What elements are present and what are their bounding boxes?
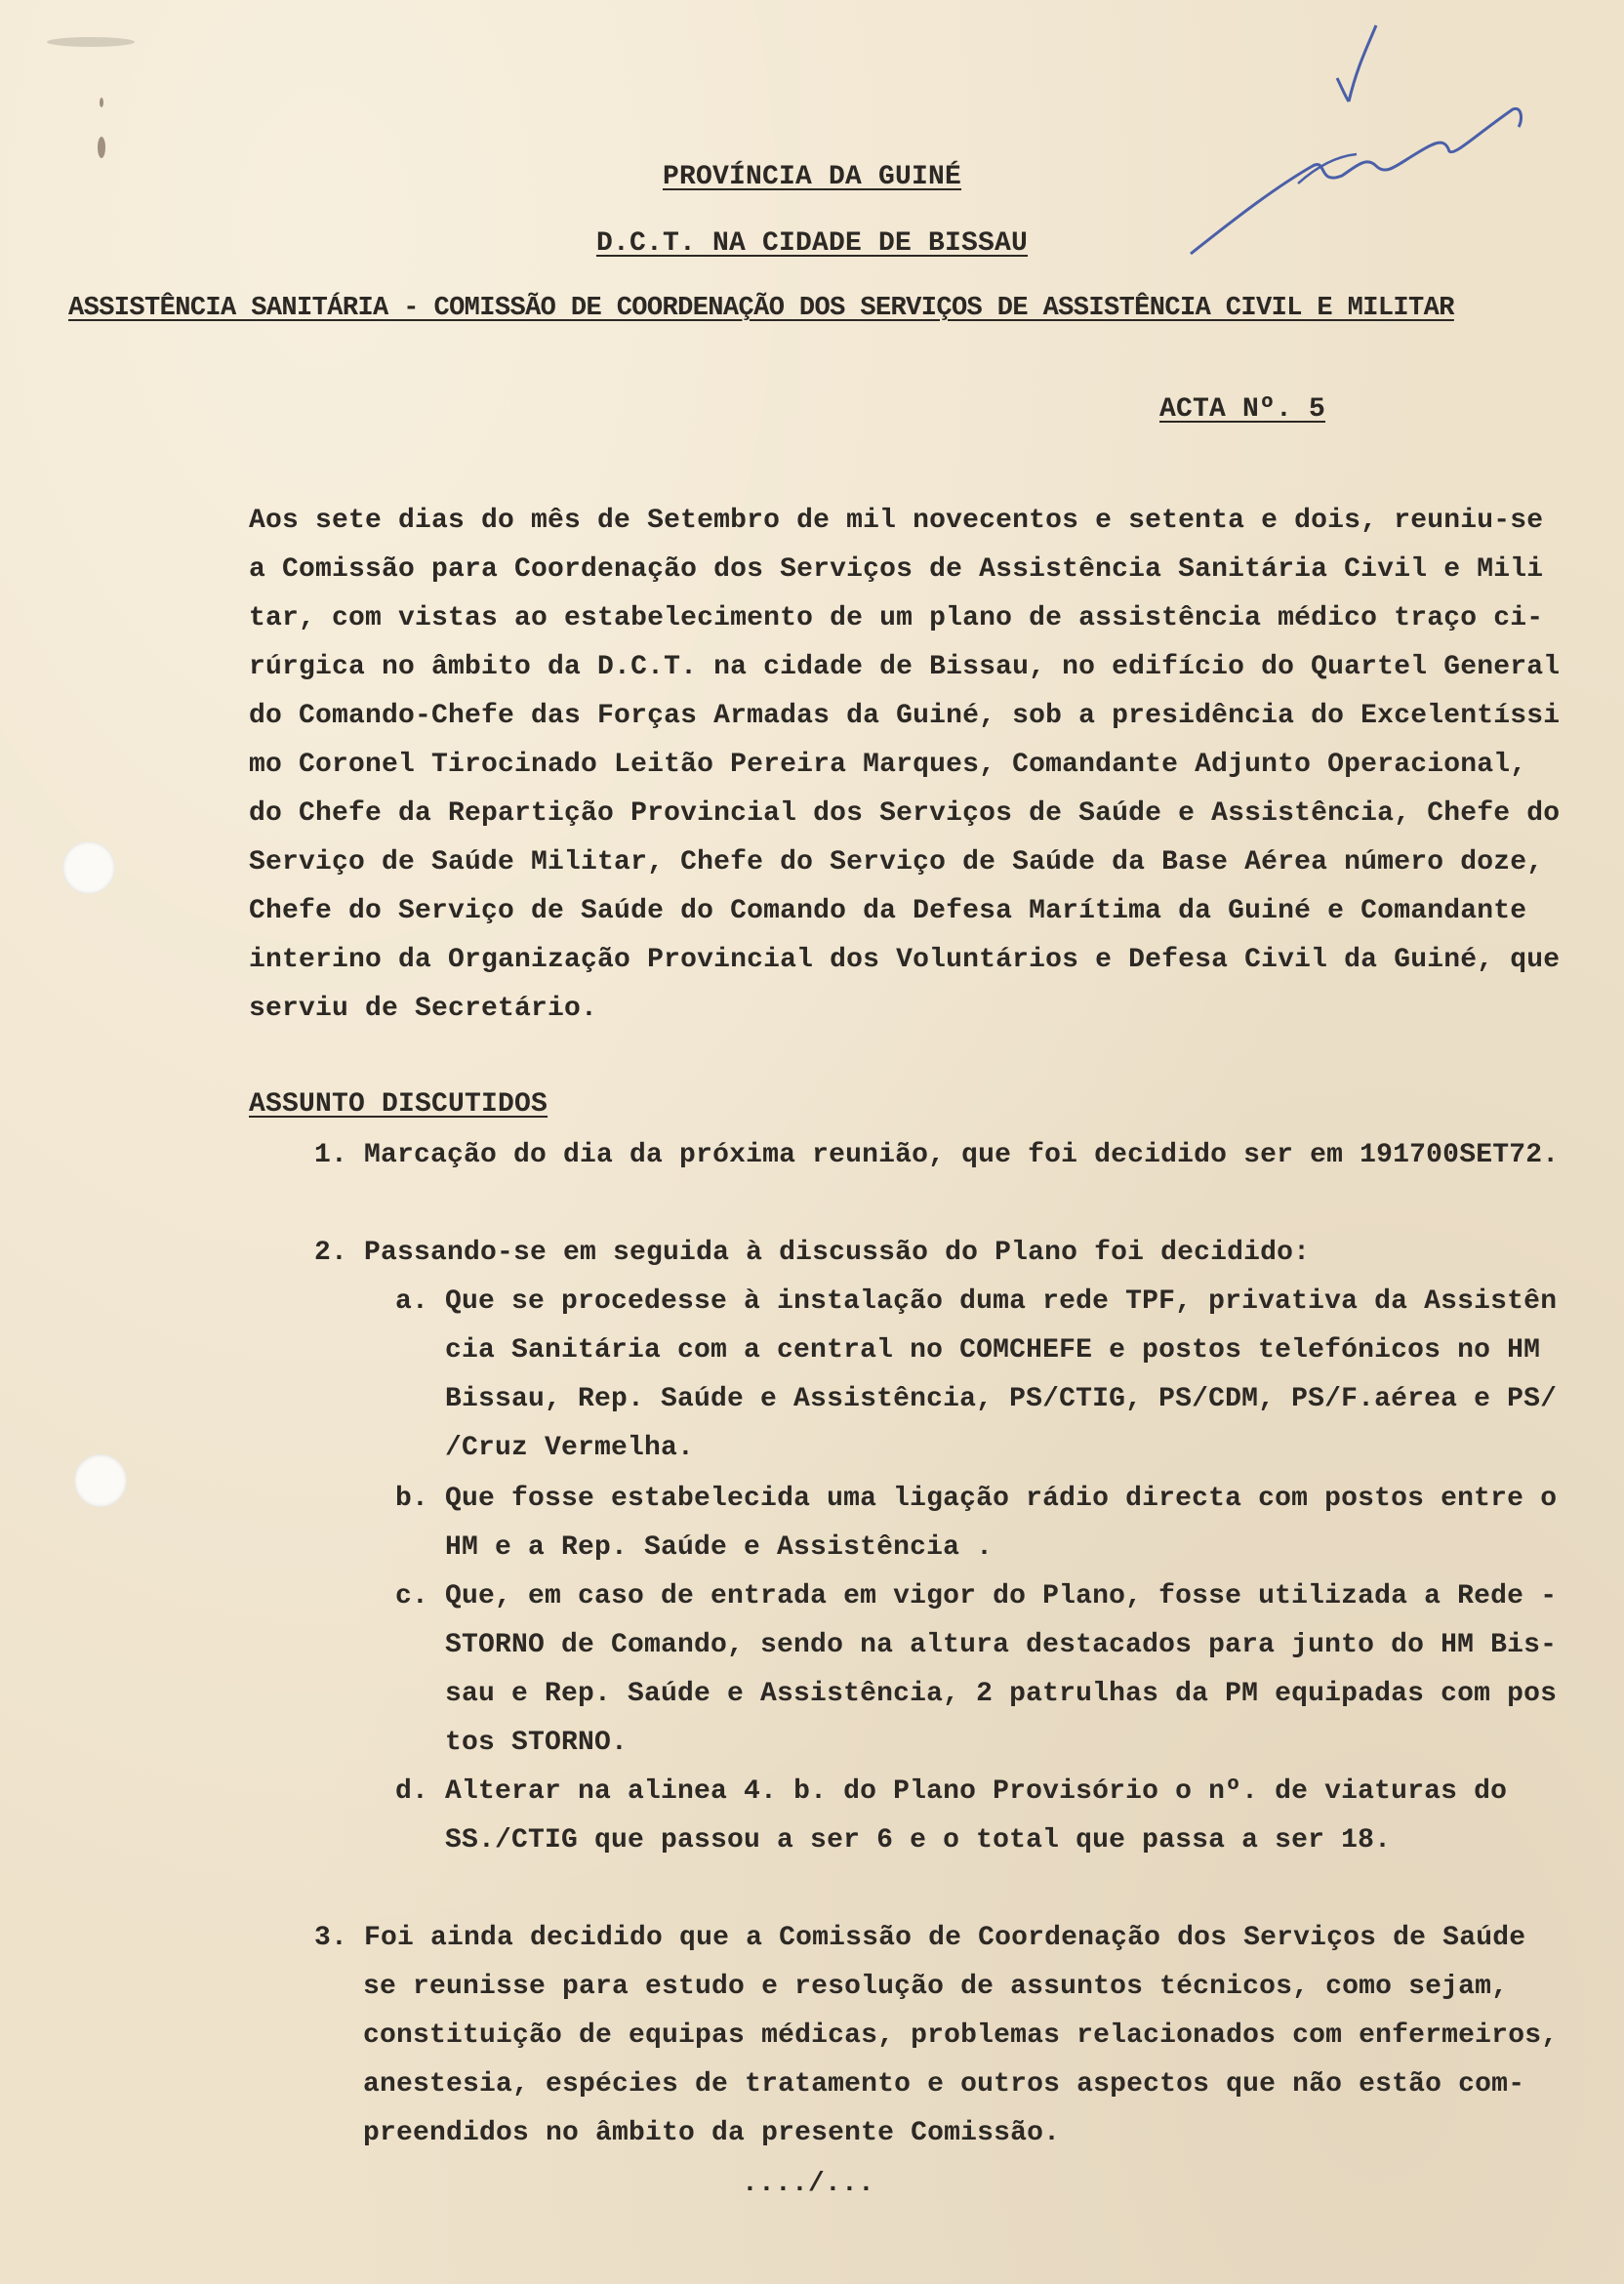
intro-line: Serviço de Saúde Militar, Chefe do Serviço de Saúde da Base Aérea número doze, — [249, 847, 1544, 877]
intro-line: serviu de Secretário. — [249, 994, 598, 1024]
item-2d-line: d. Alterar na alinea 4. b. do Plano Provisório o nº. de viaturas do — [395, 1776, 1508, 1807]
item-3-line: constituição de equipas médicas, problemas relacionados com enfermeiros, — [363, 2020, 1559, 2051]
intro-line: Chefe do Serviço de Saúde do Comando da Defesa Marítima da Guiné e Comandante — [249, 896, 1527, 926]
item-3-line: preendidos no âmbito da presente Comissão. — [363, 2118, 1061, 2148]
section-title: ASSUNTO DISCUTIDOS — [249, 1089, 548, 1120]
item-2c-line: STORNO de Comando, sendo na altura destacados para junto do HM Bis- — [445, 1630, 1558, 1660]
intro-line: a Comissão para Coordenação dos Serviços de Assistência Sanitária Civil e Mili — [249, 554, 1544, 585]
item-2b-line: b. Que fosse estabelecida uma ligação rádio directa com postos entre o — [395, 1484, 1558, 1514]
item-2a-line: /Cruz Vermelha. — [445, 1433, 695, 1463]
intro-line: interino da Organização Provincial dos Voluntários e Defesa Civil da Guiné, que — [249, 945, 1561, 975]
item-2c-line: tos STORNO. — [445, 1728, 629, 1758]
ink-speck — [98, 137, 105, 158]
item-2c-line: c. Que, em caso de entrada em vigor do Plano, fosse utilizada a Rede - — [395, 1581, 1558, 1611]
item-2c-line: sau e Rep. Saúde e Assistência, 2 patrulhas da PM equipadas com pos — [445, 1679, 1558, 1709]
item-2b-line: HM e a Rep. Saúde e Assistência . — [445, 1532, 994, 1563]
ink-speck — [100, 98, 103, 107]
intro-line: Aos sete dias do mês de Setembro de mil novecentos e setenta e dois, reuniu-se — [249, 506, 1544, 536]
item-1: 1. Marcação do dia da próxima reunião, que foi decidido ser em 191700SET72. — [314, 1140, 1560, 1170]
item-3-line: se reunisse para estudo e resolução de assuntos técnicos, como sejam, — [363, 1972, 1509, 2002]
item-3-line: 3. Foi ainda decidido que a Comissão de Coordenação dos Serviços de Saúde — [314, 1923, 1526, 1953]
intro-line: do Comando-Chefe das Forças Armadas da Guiné, sob a presidência do Excelentíssi — [249, 701, 1561, 731]
intro-line: mo Coronel Tirocinado Leitão Pereira Marques, Comandante Adjunto Operacional, — [249, 750, 1527, 780]
intro-line: tar, com vistas ao estabelecimento de um plano de assistência médico traço ci- — [249, 603, 1544, 633]
item-2a-line: Bissau, Rep. Saúde e Assistência, PS/CTIG, PS/CDM, PS/F.aérea e PS/ — [445, 1384, 1558, 1414]
acta-number: ACTA Nº. 5 — [1159, 394, 1326, 425]
intro-line: do Chefe da Repartição Provincial dos Serviços de Saúde e Assistência, Chefe do — [249, 798, 1561, 829]
item-2a-line: a. Que se procedesse à instalação duma rede TPF, privativa da Assistên — [395, 1286, 1558, 1317]
commission-heading: ASSISTÊNCIA SANITÁRIA - COMISSÃO DE COORDENAÇÃO DOS SERVIÇOS DE ASSISTÊNCIA CIVIL E MILITAR — [68, 294, 1454, 323]
punch-hole-lower — [74, 1454, 127, 1507]
paper-stain — [47, 37, 135, 47]
continuation-mark: ..../... — [742, 2169, 875, 2199]
item-2-heading: 2. Passando-se em seguida à discussão do Plano foi decidido: — [314, 1238, 1311, 1268]
dct-heading: D.C.T. NA CIDADE DE BISSAU — [595, 228, 1029, 259]
item-3-line: anestesia, espécies de tratamento e outros aspectos que não estão com- — [363, 2069, 1525, 2100]
item-2a-line: cia Sanitária com a central no COMCHEFE e postos telefónicos no HM — [445, 1335, 1541, 1366]
intro-line: rúrgica no âmbito da D.C.T. na cidade de Bissau, no edifício do Quartel General — [249, 652, 1561, 682]
province-heading: PROVÍNCIA DA GUINÉ — [662, 162, 962, 192]
punch-hole-upper — [62, 841, 115, 894]
item-2d-line: SS./CTIG que passou a ser 6 e o total que passa a ser 18. — [445, 1825, 1392, 1856]
